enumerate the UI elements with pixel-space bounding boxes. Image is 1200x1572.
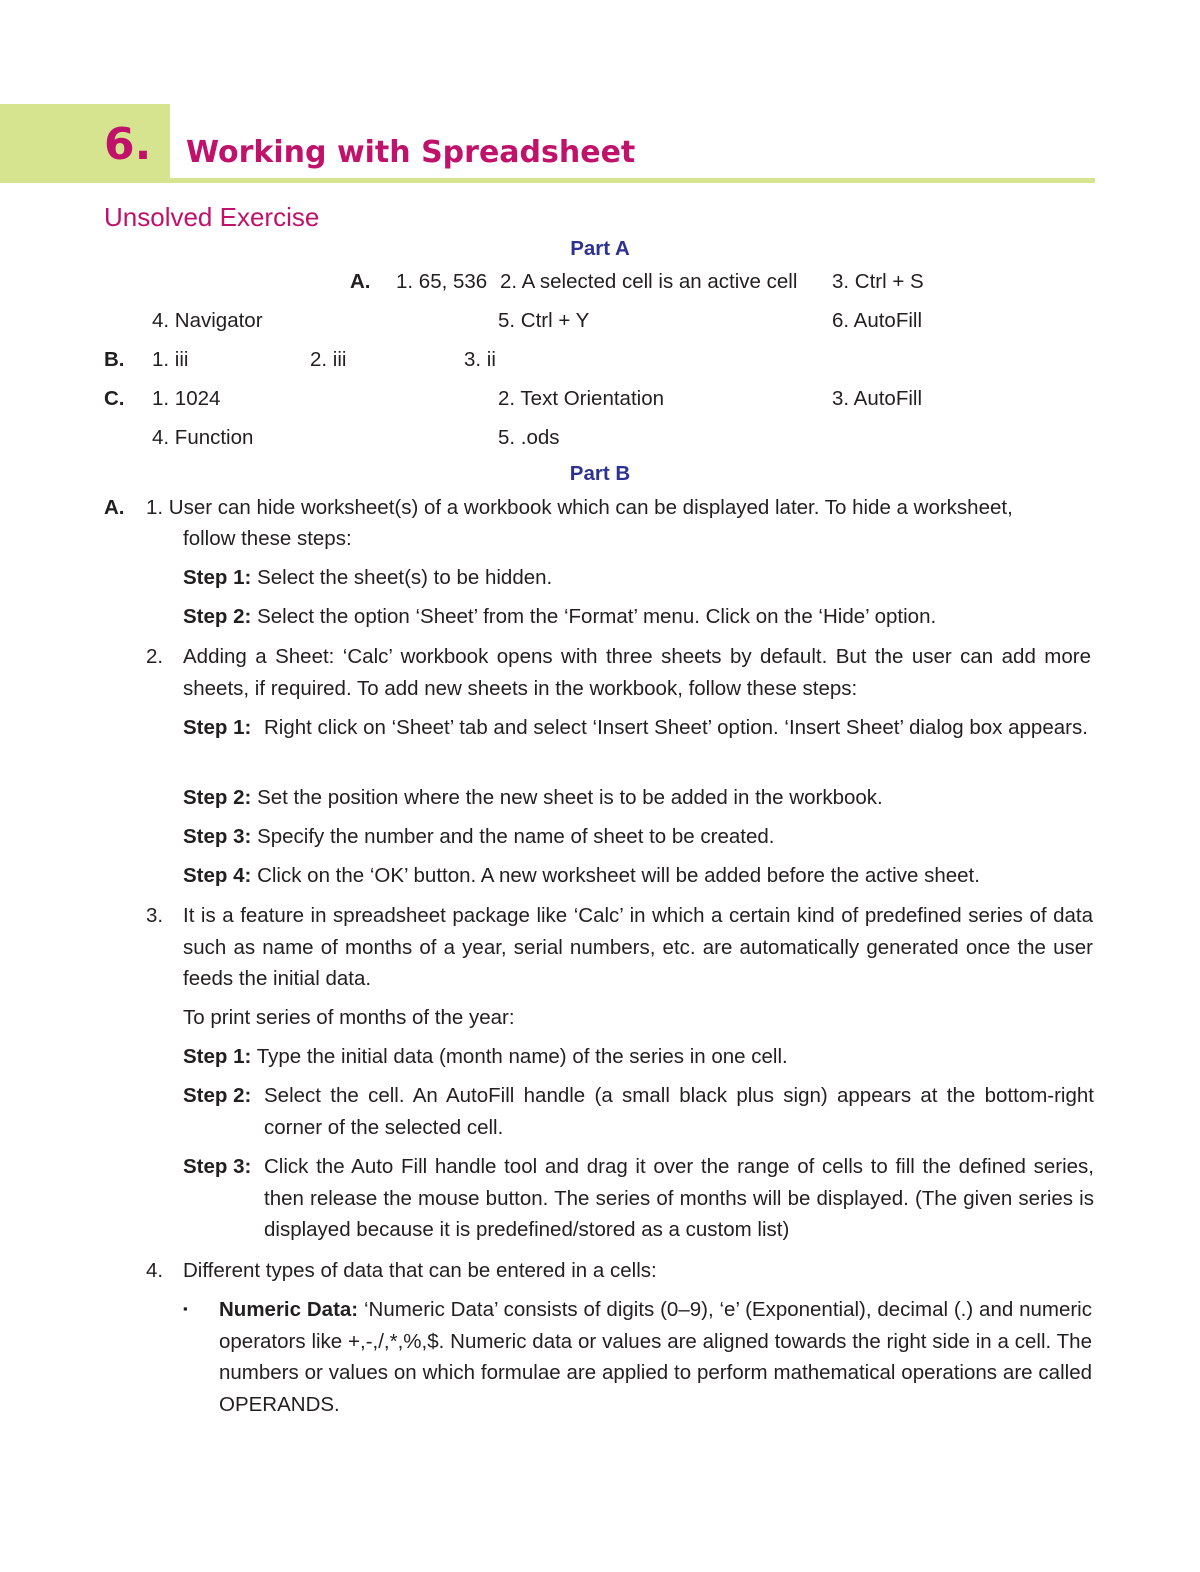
chapter-number: 6.	[104, 119, 152, 170]
answer-a2: 2. A selected cell is an active cell	[500, 270, 798, 293]
answer-b3: 3. ii	[464, 348, 496, 371]
answer-c1: 1. 1024	[152, 387, 221, 410]
part-b-title: Part B	[569, 462, 631, 485]
q3-step-1	[183, 1045, 788, 1069]
step-text: Set the position where the new sheet is to be added in the workbook.	[257, 786, 883, 809]
q2-step-3	[183, 825, 774, 849]
q2-step-1-label: Step 1:	[183, 716, 252, 739]
q3-step-3-text: Click the Auto Fill handle tool and drag it over the range of cells to fill the defined series, then release the mouse button. The series of months will be displayed. (The given series is displayed because it is predefined/stored as a custom list)	[264, 1155, 1094, 1241]
step-text: Specify the number and the name of sheet to be created.	[257, 825, 775, 848]
answer-b1: 1. iii	[152, 348, 189, 371]
answer-a5: 5. Ctrl + Y	[498, 309, 590, 332]
step-label: Step 1:	[183, 566, 252, 589]
step-label: Step 2:	[183, 786, 252, 809]
q3-intro: To print series of months of the year:	[183, 1006, 515, 1029]
q1-step-2	[183, 605, 936, 629]
step-text: Select the sheet(s) to be hidden.	[257, 566, 553, 589]
answer-c2: 2. Text Orientation	[498, 387, 664, 410]
step-label: Step 4:	[183, 864, 252, 887]
answer-a3: 3. Ctrl + S	[832, 270, 924, 293]
answer-a4: 4. Navigator	[152, 309, 263, 332]
bullet-text: ‘Numeric Data’ consists of digits (0–9), ‘e’ (Exponential), decimal (.) and numeric operators like +,-,/,*,%,$. Numeric data or values are aligned towards the right side in a cell. The numbers or values on which formulae are applied to perform mathematical operations are called OPERANDS.	[219, 1298, 1092, 1416]
step-label: Step 2:	[183, 605, 252, 628]
answer-a1: 1. 65, 536	[396, 270, 488, 293]
answer-a6: 6. AutoFill	[832, 309, 923, 332]
q4-text: Different types of data that can be entered in a cells:	[183, 1259, 657, 1282]
step-text: Select the option ‘Sheet’ from the ‘Format’ menu. Click on the ‘Hide’ option.	[257, 605, 937, 628]
step-label: Step 1:	[183, 1045, 252, 1068]
q1-lead: 1. User can hide worksheet(s) of a workbook which can be displayed later. To hide a worksheet,	[146, 496, 1013, 519]
q1-step-1	[183, 566, 552, 590]
part-a-title: Part A	[570, 237, 630, 260]
q1-cont: follow these steps:	[183, 527, 352, 550]
part-b-label-a: A.	[104, 496, 125, 519]
chapter-header-rule	[170, 178, 1095, 183]
q4-number: 4.	[146, 1259, 164, 1282]
step-label: Step 3:	[183, 825, 252, 848]
part-a-label-c: C.	[104, 387, 125, 410]
answer-b2: 2. iii	[310, 348, 347, 371]
part-a-label-b: B.	[104, 348, 125, 371]
q3-number: 3.	[146, 904, 164, 927]
q2-number: 2.	[146, 645, 164, 668]
answer-c5: 5. .ods	[498, 426, 560, 449]
answer-c4: 4. Function	[152, 426, 254, 449]
bullet-square-icon: ▪	[183, 1301, 188, 1316]
answer-c3: 3. AutoFill	[832, 387, 923, 410]
q4-bullet-numeric-data	[219, 1294, 1092, 1420]
chapter-title: Working with Spreadsheet	[186, 135, 636, 170]
q3-step-3-label: Step 3:	[183, 1155, 252, 1178]
q3-text: It is a feature in spreadsheet package like ‘Calc’ in which a certain kind of predefined series of data such as name of months of a year, serial numbers, etc. are automatically generated once the user feeds the initial data.	[183, 904, 1093, 990]
section-heading: Unsolved Exercise	[104, 202, 320, 232]
step-text: Click on the ‘OK’ button. A new worksheet will be added before the active sheet.	[257, 864, 980, 887]
part-a-label-a: A.	[350, 270, 371, 293]
q2-step-4	[183, 864, 980, 888]
q3-step-2-text: Select the cell. An AutoFill handle (a small black plus sign) appears at the bottom-right corner of the selected cell.	[264, 1084, 1094, 1139]
bullet-label: Numeric Data:	[219, 1298, 359, 1321]
q2-step-1-text: Right click on ‘Sheet’ tab and select ‘Insert Sheet’ option. ‘Insert Sheet’ dialog box appears.	[264, 716, 1088, 739]
step-text: Type the initial data (month name) of the series in one cell.	[256, 1045, 788, 1068]
q2-step-2	[183, 786, 883, 810]
q3-step-2-label: Step 2:	[183, 1084, 252, 1107]
q2-text: Adding a Sheet: ‘Calc’ workbook opens with three sheets by default. But the user can add more sheets, if required. To add new sheets in the workbook, follow these steps:	[183, 645, 1091, 700]
